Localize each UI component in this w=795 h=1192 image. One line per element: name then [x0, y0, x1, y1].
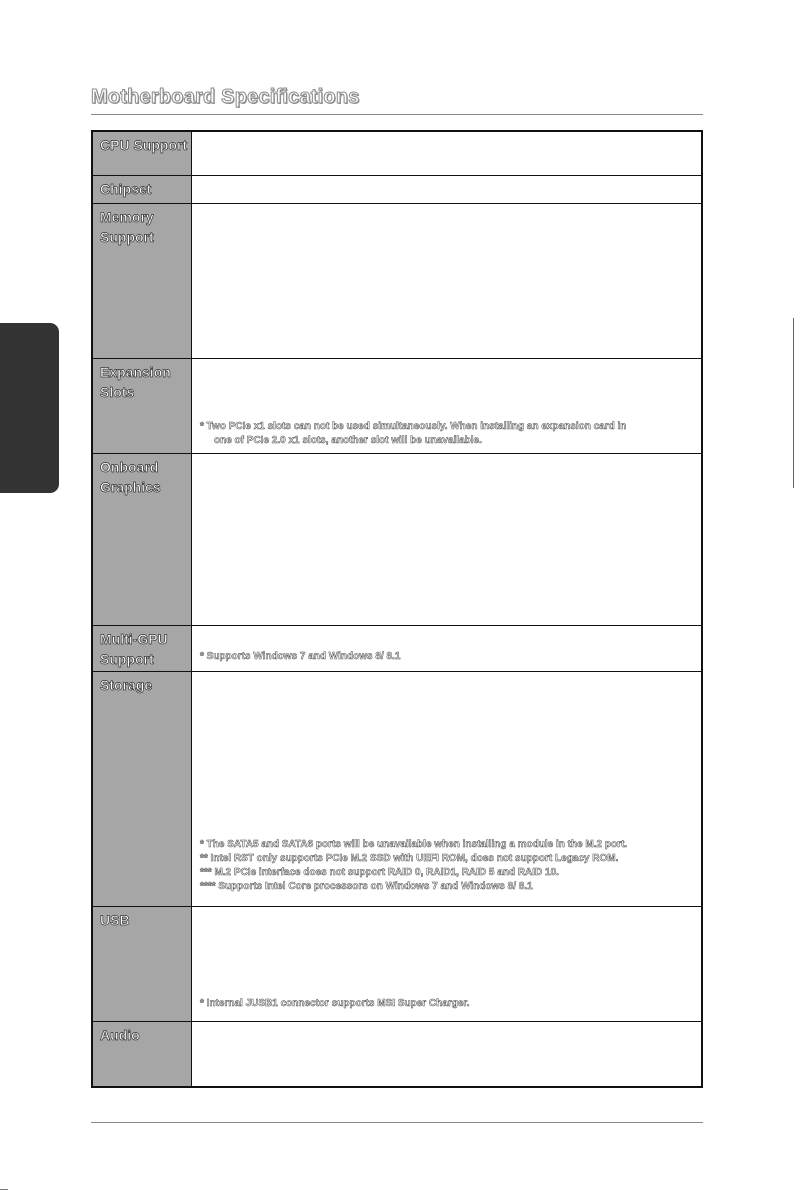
spec-value — [192, 672, 701, 906]
spec-value — [192, 1022, 701, 1086]
footnote: * Two PCIe x1 slots can not be used simultaneously. When installing an expansion card in — [200, 421, 627, 432]
footnote: * Internal JUSB1 connector supports MSI Super Charger. — [200, 998, 470, 1009]
spec-value — [192, 204, 701, 358]
spec-value — [192, 454, 701, 625]
page-title: Motherboard Specifications — [91, 86, 360, 108]
spec-label: Audio — [93, 1022, 192, 1086]
spec-label: Memory Support — [93, 204, 192, 358]
spec-value — [192, 176, 701, 203]
spec-label: Storage — [93, 672, 192, 906]
spec-label: Onboard Graphics — [93, 454, 192, 625]
spec-value — [192, 626, 701, 671]
spec-row-usb — [93, 906, 701, 1021]
spec-label: USB — [93, 907, 192, 1021]
footnote: **** Supports Intel Core processors on Windows 7 and Windows 8/ 8.1 — [200, 881, 533, 892]
spec-row-chipset — [93, 175, 701, 203]
spec-row-storage — [93, 671, 701, 906]
spec-row-expansion — [93, 358, 701, 453]
footnote: * Supports Windows 7 and Windows 8/ 8.1 — [200, 651, 401, 662]
spec-label: Multi-GPU Support — [93, 626, 192, 671]
footnote: *** M.2 PCIe interface does not support RAID 0, RAID1, RAID 5 and RAID 10. — [200, 867, 559, 878]
section-side-tab — [0, 323, 59, 493]
spec-value — [192, 907, 701, 1021]
margin-mark — [793, 318, 794, 488]
crop-mark — [0, 1189, 8, 1190]
spec-row-audio — [93, 1021, 701, 1086]
title-divider — [91, 114, 703, 115]
footnote: one of PCIe 2.0 x1 slots, another slot will be unavailable. — [214, 435, 482, 446]
spec-row-cpu — [93, 132, 701, 175]
spec-label: CPU Support — [93, 132, 192, 175]
spec-row-graphics — [93, 453, 701, 625]
spec-label: Chipset — [93, 176, 192, 203]
spec-value — [192, 132, 701, 175]
footnote: ** Intel RST only supports PCIe M.2 SSD with UEFI ROM, does not support Legacy ROM. — [200, 853, 619, 864]
footnote: * The SATA5 and SATA6 ports will be unavailable when installing a module in the M.2 port. — [200, 839, 628, 850]
footer-divider — [91, 1122, 703, 1123]
spec-value — [192, 359, 701, 453]
spec-row-multigpu — [93, 625, 701, 671]
spec-label: Expansion Slots — [93, 359, 192, 453]
spec-table — [91, 130, 703, 1088]
spec-row-memory — [93, 203, 701, 358]
